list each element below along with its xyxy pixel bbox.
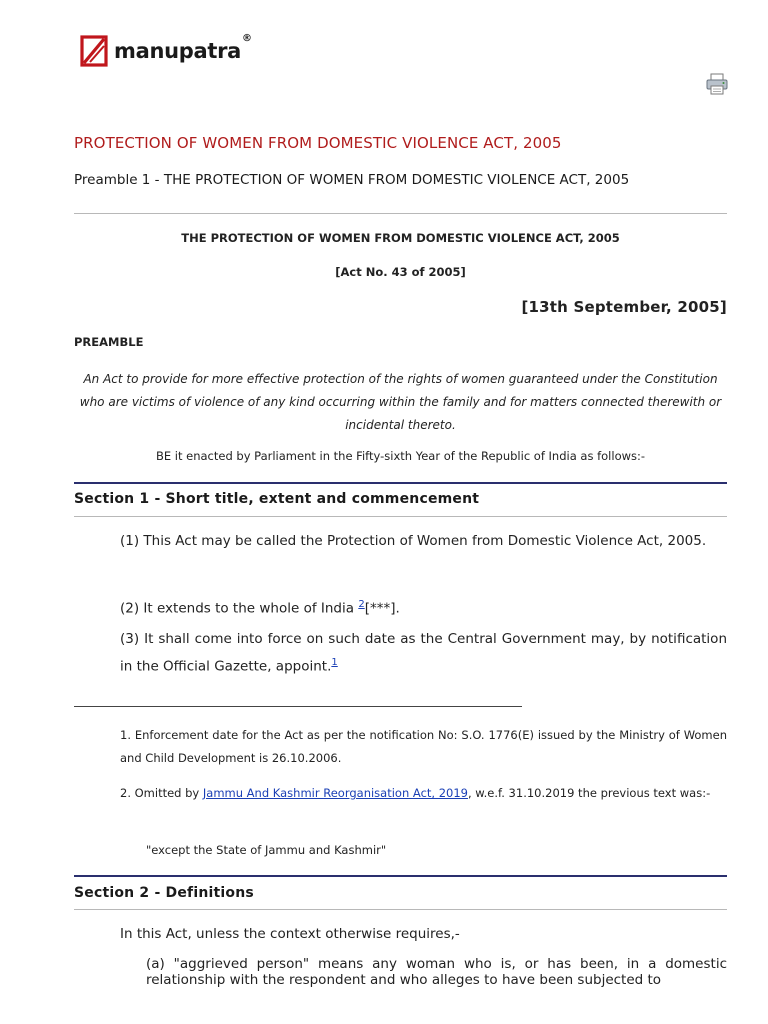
section-2-intro: In this Act, unless the context otherwise requires,- xyxy=(120,926,460,942)
section-1-para-1: (1) This Act may be called the Protection of Women from Domestic Violence Act, 2005. xyxy=(120,533,707,549)
section-1-para-2: (2) It extends to the whole of India $^2$[***]. xyxy=(120,599,400,617)
act-date: [13th September, 2005] xyxy=(521,298,727,316)
footnote-ref-1[interactable]: 1 xyxy=(331,657,338,668)
doc-title: THE PROTECTION OF WOMEN FROM DOMESTIC VIOLENCE ACT, 2005 xyxy=(181,231,620,245)
section-bottom-rule xyxy=(74,516,727,517)
section-top-rule xyxy=(74,482,727,484)
definition-item-a: (a) "aggrieved person" means any woman who is, or has been, in a domestic relationship with the respondent and who alleges to have been subjected to xyxy=(146,956,727,988)
manupatra-logo-icon xyxy=(80,34,110,68)
printer-icon[interactable] xyxy=(706,73,728,95)
enacting-clause: BE it enacted by Parliament in the Fifty-sixth Year of the Republic of India as follows:- xyxy=(155,449,646,463)
divider xyxy=(74,213,727,214)
act-number: [Act No. 43 of 2005] xyxy=(335,265,466,279)
preamble-label: PREAMBLE xyxy=(74,335,144,349)
section-top-rule xyxy=(74,875,727,877)
jk-reorganisation-act-link[interactable]: Jammu And Kashmir Reorganisation Act, 2019 xyxy=(202,786,468,800)
footnote-2-quote: "except the State of Jammu and Kashmir" xyxy=(146,843,387,857)
footnote-ref-2[interactable]: 2 xyxy=(358,599,365,610)
preamble-text: An Act to provide for more effective protection of the rights of women guaranteed under the Constitution who are victims of violence of any kind occurring within the family and for matters connected therewith or incidental thereto. xyxy=(79,372,722,432)
section-1-heading: Section 1 - Short title, extent and commencement xyxy=(74,491,480,507)
footnote-2: 2. Omitted by Jammu And Kashmir Reorganisation Act, 2019, w.e.f. 31.10.2019 the previous text was:- xyxy=(120,786,711,800)
footnote-divider xyxy=(74,706,522,707)
footnote-1: 1. Enforcement date for the Act as per the notification No: S.O. 1776(E) issued by the Ministry of Women and Child Development is 26.10.2006. xyxy=(120,728,727,765)
act-title: PROTECTION OF WOMEN FROM DOMESTIC VIOLENCE ACT, 2005 xyxy=(74,134,562,152)
manupatra-logo[interactable] xyxy=(80,33,252,69)
preamble-heading: Preamble 1 - THE PROTECTION OF WOMEN FROM DOMESTIC VIOLENCE ACT, 2005 xyxy=(74,172,630,188)
logo-wordmark: manupatra® xyxy=(114,33,252,63)
section-1-para-3: (3) It shall come into force on such date as the Central Government may, by notification in the Official Gazette, appoint.$^1$ xyxy=(120,631,727,675)
section-bottom-rule xyxy=(74,909,727,910)
section-2-heading: Section 2 - Definitions xyxy=(74,885,254,901)
